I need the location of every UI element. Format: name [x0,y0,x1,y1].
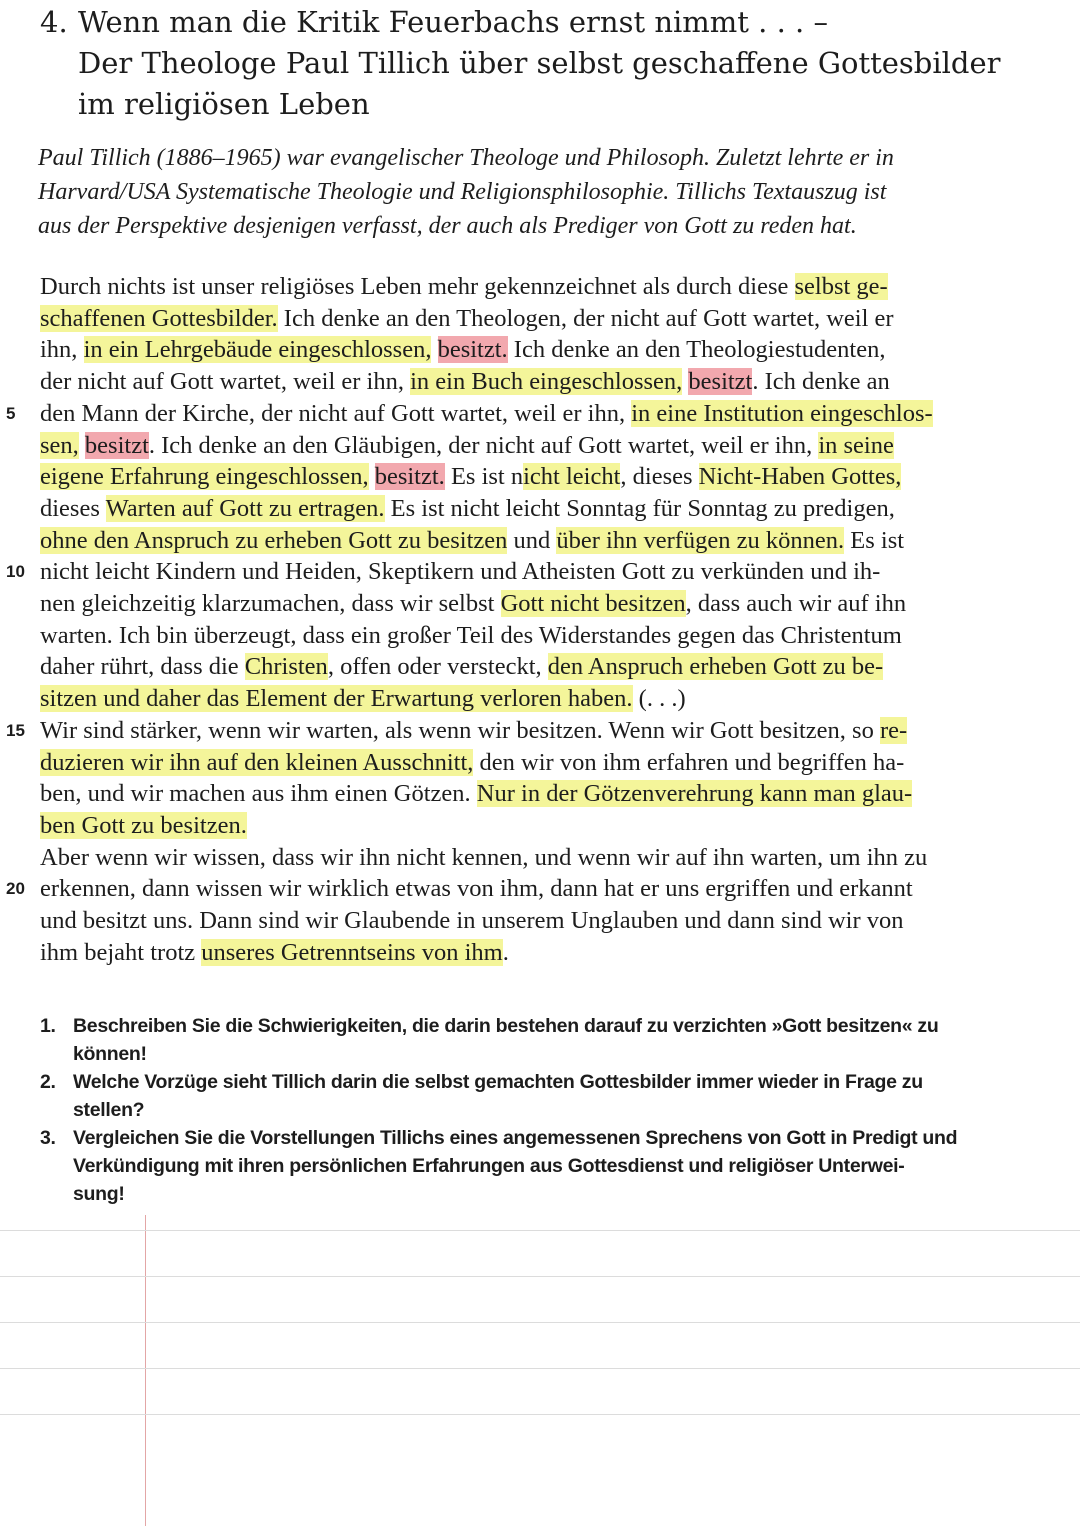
yellow-highlight: den Anspruch erheben Gott zu be- [547,653,884,681]
task-list [40,1012,1072,1208]
yellow-highlight: schaffenen Gottesbilder. [40,304,278,332]
yellow-highlight: ben Gott zu besitzen. [40,811,247,839]
yellow-highlight: re- [879,716,908,744]
task-text: Beschreiben Sie die Schwierigkeiten, die darin bestehen darauf zu verzichten »Gott besitzen« zu [73,1015,939,1037]
intro-line: aus der Perspektive desjenigen verfasst, der auch als Prediger von Gott zu reden hat. [38,213,857,239]
text-segment: . [502,938,509,966]
line-number: 20 [6,879,25,899]
text-segment: Aber wenn wir wissen, dass wir ihn nicht kennen, und wenn wir auf ihn warten, um ihn zu [40,843,928,871]
line-number: 15 [6,720,25,740]
red-highlight: besitzt. [437,336,508,364]
text-segment: (. . .) [632,685,686,713]
yellow-highlight: in seine [818,431,894,459]
text-line [40,842,1070,874]
task-text: Verkündigung mit ihren persönlichen Erfahrungen aus Gottesdienst und religiöser Unterwei- [73,1155,905,1177]
text-segment [369,463,375,490]
line-number: 5 [6,403,16,423]
text-segment: Es ist nicht leicht Sonntag für Sonntag zu predigen, [384,494,895,522]
notebook-ruled-line [0,1276,1080,1277]
heading-line: Der Theologe Paul Tillich über selbst geschaffene Gottesbilder [78,46,1001,80]
yellow-highlight: Nicht-Haben Gottes, [698,463,902,491]
text-line [40,778,1070,810]
text-segment: den Mann der Kirche, der nicht auf Gott wartet, weil er ihn, [40,399,632,427]
yellow-highlight: sen, [40,431,79,459]
text-line [40,588,1070,620]
text-segment: Wir sind stärker, wenn wir warten, als wenn wir besitzen. Wenn wir Gott besitzen, so [40,716,880,744]
task-number: 2. [40,1071,56,1093]
text-segment [79,432,85,459]
yellow-highlight: ohne den Anspruch zu erheben Gott zu besitzen [40,526,508,554]
text-line [40,747,1070,779]
text-segment: Es ist n [444,463,524,491]
text-segment: ihn, [40,336,84,364]
task-text: können! [73,1043,147,1065]
yellow-highlight: in ein Lehrgebäude eingeschlossen, [83,336,432,364]
text-segment: . Ich denke an [752,368,890,396]
yellow-highlight: in eine Institution eingeschlos- [631,399,933,427]
heading-line: im religiösen Leben [78,87,370,121]
red-highlight: besitzt. [374,463,445,491]
author-intro [38,141,1070,243]
text-segment: Es ist [844,526,905,554]
text-segment: dieses [40,494,106,522]
text-line [6,715,1070,747]
text-line [40,461,1070,493]
yellow-highlight: Warten auf Gott zu ertragen. [105,494,385,522]
task-text: Vergleichen Sie die Vorstellungen Tillichs eines angemessenen Sprechens von Gott in Predigt und [73,1127,958,1149]
text-segment: . Ich denke an den Gläubigen, der nicht auf Gott wartet, weil er ihn, [148,431,819,459]
notebook-margin-line [145,1215,146,1526]
text-segment: Ich denke an den Theologiestudenten, [507,336,886,364]
task-item [40,1124,1072,1208]
intro-line: Harvard/USA Systematische Theologie und Religionsphilosophie. Tillichs Textauszug ist [38,179,887,205]
text-line [40,366,1070,398]
heading-line: Wenn man die Kritik Feuerbachs ernst nimmt . . . – [78,5,828,39]
yellow-highlight: Gott nicht besitzen [500,590,686,618]
text-line [40,905,1070,937]
task-item [40,1068,1072,1124]
text-segment: ben, und wir machen aus ihm einen Götzen. [40,780,477,808]
text-segment: Durch nichts ist unser religiöses Leben mehr gekennzeichnet als durch diese [40,273,795,300]
text-segment: der nicht auf Gott wartet, weil er ihn, [40,368,411,396]
text-line [6,556,1070,588]
tillich-text [6,271,1070,968]
text-segment: den wir von ihm erfahren und begriffen ha- [473,748,905,776]
text-line [40,937,1070,969]
yellow-highlight: icht leicht [523,463,621,491]
text-segment: ihm bejaht trotz [40,938,202,966]
yellow-highlight: Christen [244,653,328,681]
yellow-highlight: Nur in der Götzenverehrung kann man glau- [476,780,913,808]
text-line [40,620,1070,652]
yellow-highlight: in ein Buch eingeschlossen, [410,368,683,396]
text-line [40,430,1070,462]
yellow-highlight: unseres Getrenntseins von ihm [201,938,503,966]
task-text: stellen? [73,1099,145,1121]
text-segment: Ich denke an den Theologen, der nicht auf Gott wartet, weil er [277,304,894,332]
yellow-highlight: duzieren wir ihn auf den kleinen Ausschnitt, [40,748,474,776]
text-segment: , dieses [620,463,699,491]
section-number: 4. [40,5,68,39]
task-number: 3. [40,1127,56,1149]
task-text: Welche Vorzüge sieht Tillich darin die selbst gemachten Gottesbilder immer wieder in Frage zu [73,1071,923,1093]
task-number: 1. [40,1015,56,1037]
line-number: 10 [6,562,25,582]
text-line [40,303,1070,335]
notebook-ruled-line [0,1414,1080,1415]
text-line [40,493,1070,525]
text-segment: daher rührt, dass die [40,653,245,681]
text-segment: warten. Ich bin überzeugt, dass ein großer Teil des Widerstandes gegen das Christentum [40,621,902,649]
yellow-highlight: eigene Erfahrung eingeschlossen, [40,463,369,491]
red-highlight: besitzt [84,431,149,459]
yellow-highlight: selbst ge- [794,273,888,300]
intro-line: Paul Tillich (1886–1965) war evangelischer Theologe und Philosoph. Zuletzt lehrte er in [38,145,894,171]
notebook-ruled-line [0,1368,1080,1369]
text-segment: , offen oder versteckt, [327,653,548,681]
text-line [6,398,1070,430]
text-segment: und besitzt uns. Dann sind wir Glaubende in unserem Unglauben und dann sind wir von [40,907,904,935]
text-line [6,873,1070,905]
text-segment: und [507,526,557,554]
task-item [40,1012,1072,1068]
notebook-ruled-line [0,1322,1080,1323]
text-segment: nicht leicht Kindern und Heiden, Skeptikern und Atheisten Gott zu verkünden und ih- [40,558,881,586]
text-line [40,810,1070,842]
text-line [40,271,1070,303]
text-line [40,683,1070,715]
text-line [40,525,1070,557]
yellow-highlight: über ihn verfügen zu können. [556,526,845,554]
text-segment: , dass auch wir auf ihn [685,590,907,618]
yellow-highlight: sitzen und daher das Element der Erwartung verloren haben. [40,685,633,713]
text-line [40,651,1070,683]
task-text: sung! [73,1183,125,1205]
notebook-ruled-line [0,1230,1080,1231]
red-highlight: besitzt [688,368,753,396]
text-segment: erkennen, dann wissen wir wirklich etwas von ihm, dann hat er uns ergriffen und erkannt [40,875,913,903]
text-line [40,334,1070,366]
text-segment: nen gleichzeitig klarzumachen, dass wir selbst [40,590,501,618]
text-segment [431,336,437,363]
